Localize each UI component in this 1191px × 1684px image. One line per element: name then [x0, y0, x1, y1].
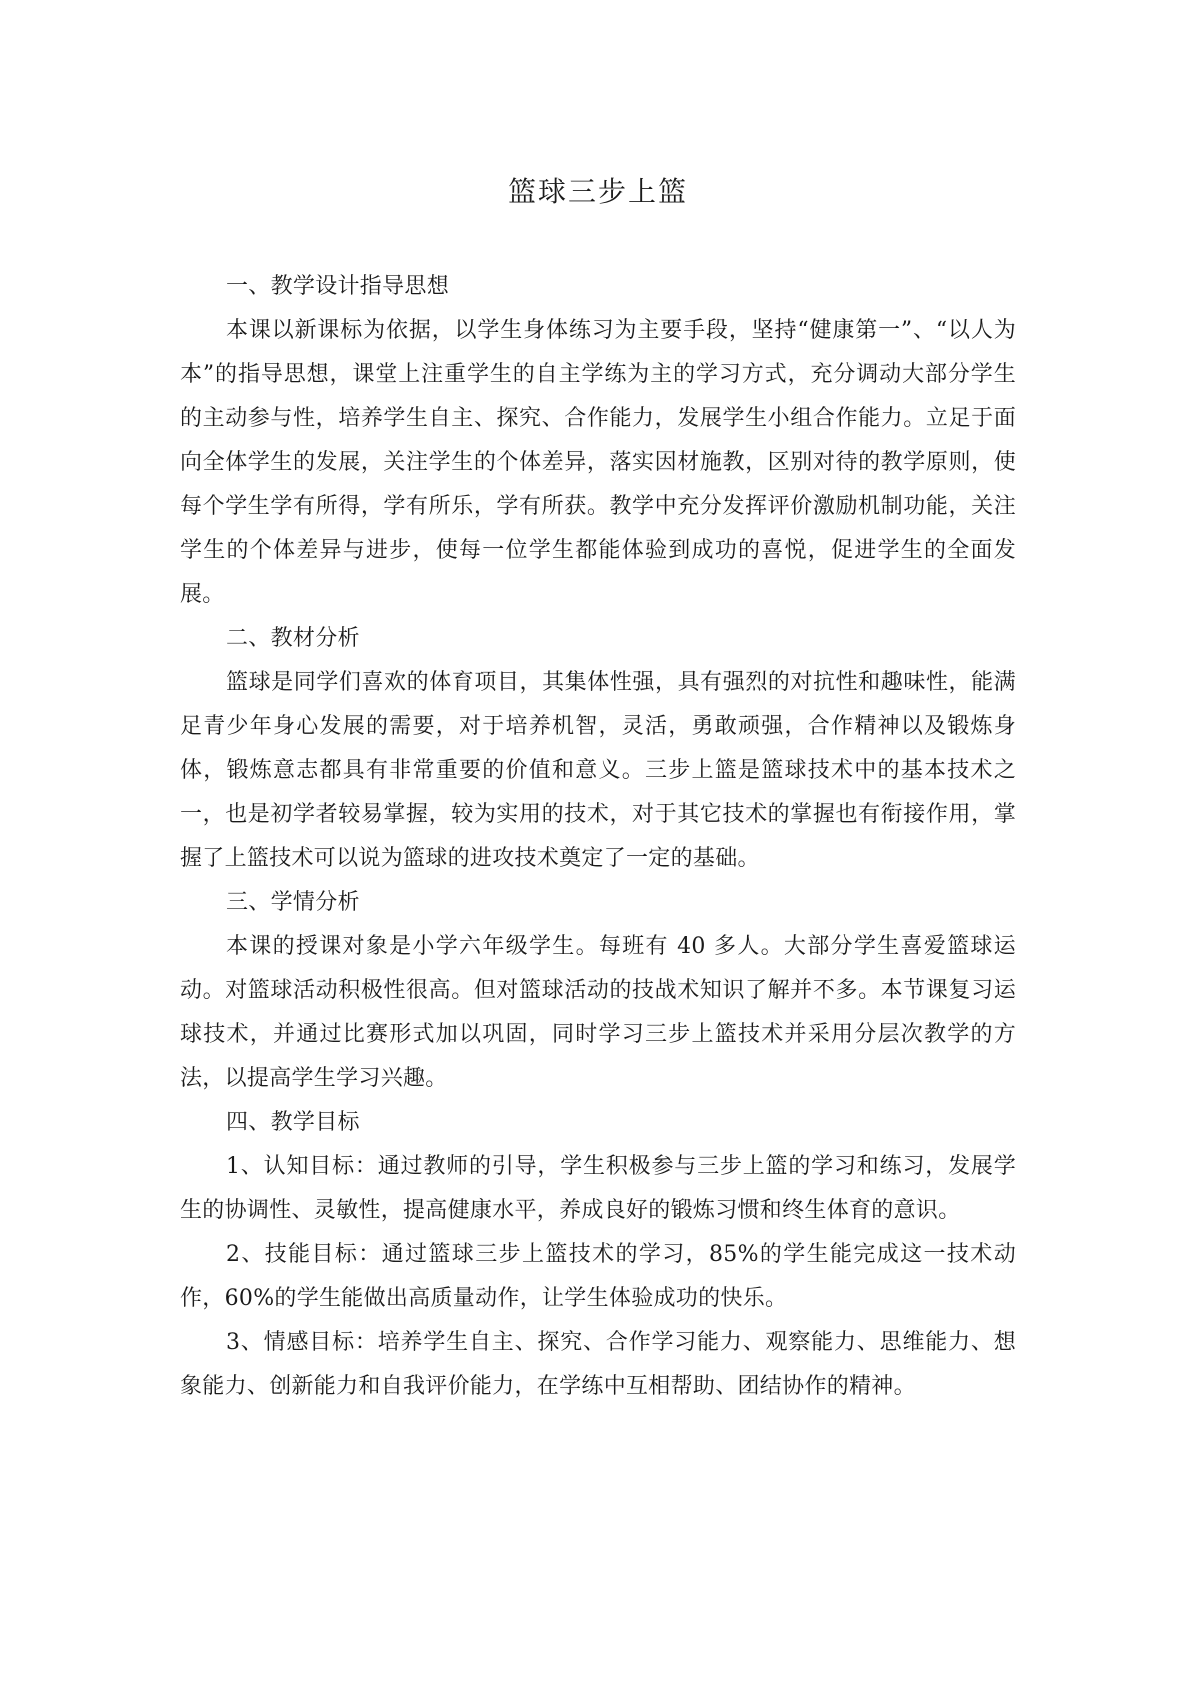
section-heading: 二、教材分析: [226, 626, 360, 651]
document-body: [180, 265, 1016, 1409]
objective-paragraph: 2、技能目标：通过篮球三步上篮技术的学习，85%的学生能完成这一技术动作，60%的学生能做出高质量动作，让学生体验成功的快乐。: [180, 1242, 1016, 1311]
paragraph: 篮球是同学们喜欢的体育项目，其集体性强，具有强烈的对抗性和趣味性，能满足青少年身心发展的需要，对于培养机智，灵活，勇敢顽强，合作精神以及锻炼身体，锻炼意志都具有非常重要的价值和意义。三步上篮是篮球技术中的基本技术之一，也是初学者较易掌握，较为实用的技术，对于其它技术的掌握也有衔接作用，掌握了上篮技术可以说为篮球的进攻技术奠定了一定的基础。: [180, 670, 1016, 871]
paragraph: 本课的授课对象是小学六年级学生。每班有 40 多人。大部分学生喜爱篮球运动。对篮球活动积极性很高。但对篮球活动的技战术知识了解并不多。本节课复习运球技术，并通过比赛形式加以巩固，同时学习三步上篮技术并采用分层次教学的方法，以提高学生学习兴趣。: [180, 934, 1016, 1091]
objective-paragraph: 1、认知目标：通过教师的引导，学生积极参与三步上篮的学习和练习，发展学生的协调性、灵敏性，提高健康水平，养成良好的锻炼习惯和终生体育的意识。: [180, 1154, 1016, 1223]
paragraph: 本课以新课标为依据，以学生身体练习为主要手段，坚持“健康第一”、“以人为本”的指导思想，课堂上注重学生的自主学练为主的学习方式，充分调动大部分学生的主动参与性，培养学生自主、探究、合作能力，发展学生小组合作能力。立足于面向全体学生的发展，关注学生的个体差异，落实因材施教，区别对待的教学原则，使每个学生学有所得，学有所乐，学有所获。教学中充分发挥评价激励机制功能，关注学生的个体差异与进步，使每一位学生都能体验到成功的喜悦，促进学生的全面发展。: [180, 318, 1016, 607]
section-heading: 三、学情分析: [226, 890, 360, 915]
objective-paragraph: 3、情感目标：培养学生自主、探究、合作学习能力、观察能力、思维能力、想象能力、创新能力和自我评价能力，在学练中互相帮助、团结协作的精神。: [180, 1330, 1016, 1399]
section-heading: 四、教学目标: [226, 1110, 360, 1135]
section-heading: 一、教学设计指导思想: [226, 274, 450, 299]
document-title: 篮球三步上篮: [507, 175, 688, 208]
